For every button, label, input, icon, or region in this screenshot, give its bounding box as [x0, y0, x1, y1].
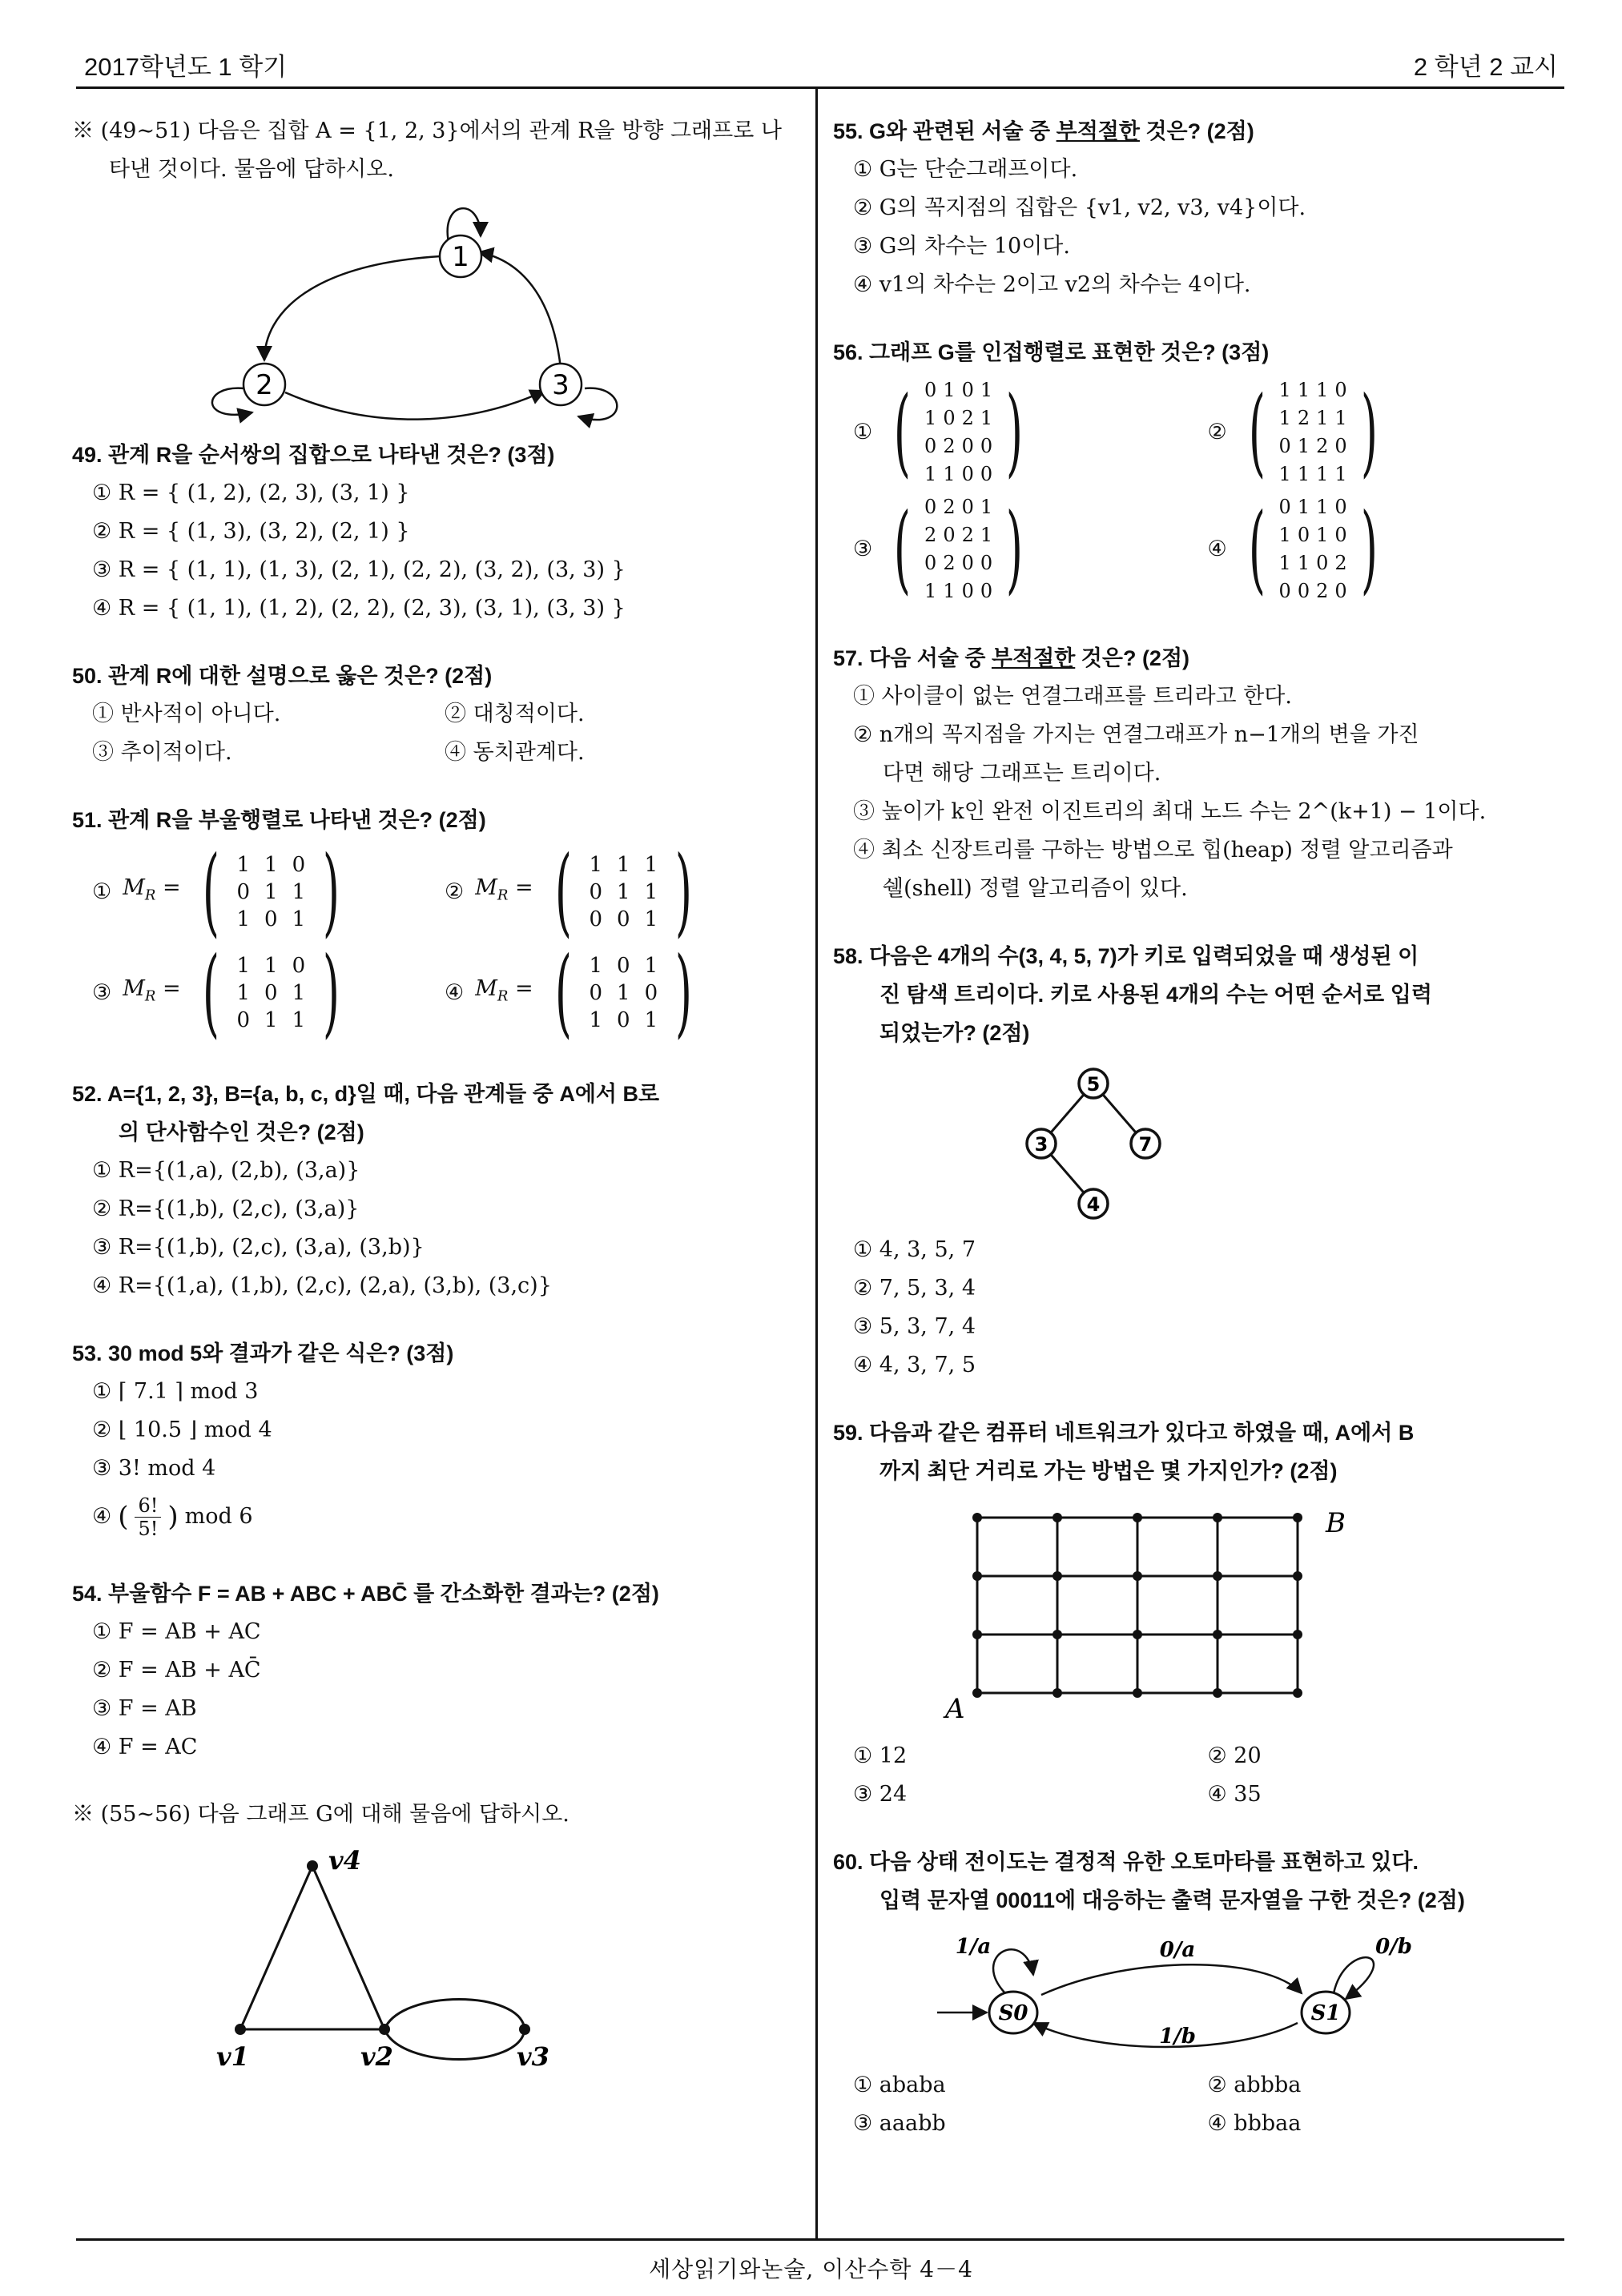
q57-option-3: ③ 높이가 k인 완전 이진트리의 최대 노드 수는 2^(k+1) − 1이다.	[853, 799, 1487, 824]
matrix-cell: 2	[1316, 580, 1329, 602]
column-divider	[815, 86, 818, 2238]
matrix-cell: 1	[980, 407, 993, 429]
q58-option-1: ① 4, 3, 5, 7	[853, 1237, 976, 1262]
matrix-cell: 0	[617, 954, 630, 978]
matrix-cell: 2	[943, 552, 956, 574]
q56-stem: 56. 그래프 G를 인접행렬로 표현한 것은? (3점)	[833, 340, 1270, 364]
grid-node	[1293, 1513, 1302, 1522]
matrix-cell: 0	[1334, 496, 1347, 518]
q57-stem-pre: 57. 다음 서술 중	[833, 646, 992, 670]
matrix-cell: 1	[980, 496, 993, 518]
bst-node-7: 7	[1138, 1133, 1153, 1156]
dfa-edge-s1-loop: 0/b	[1375, 1935, 1412, 1959]
relation-digraph	[72, 192, 797, 432]
q57-stem-post: 것은? (2점)	[1075, 646, 1190, 670]
q57-option-1: ① 사이클이 없는 연결그래프를 트리라고 한다.	[853, 684, 1292, 709]
q57-option-4: ④ 최소 신장트리를 구하는 방법으로 힙(heap) 정렬 알고리즘과	[853, 838, 1453, 863]
matrix-label: $M_R$ =	[475, 976, 533, 1005]
matrix-cell: 1	[1278, 463, 1291, 485]
matrix: ( 1 1 1 0 1 1 0 0 1 )	[554, 836, 693, 947]
matrix-label-letter: M	[475, 875, 497, 901]
matrix-cell: 1	[236, 907, 251, 931]
matrix-cell: 1	[236, 853, 251, 877]
q53-option-4-mark: ④	[92, 1504, 112, 1529]
digraph-node-3	[540, 364, 582, 405]
header-left: 2017학년도 1 학기	[84, 53, 288, 81]
matrix-cell: 0	[924, 435, 937, 457]
matrix-cell: 1	[1316, 407, 1329, 429]
node-3-label: 3	[552, 369, 570, 401]
grid-node	[1213, 1688, 1222, 1698]
q57-stem-emphasis: 부적절한	[991, 646, 1076, 670]
q52-option-2: ② R={(1,b), (2,c), (3,a)}	[92, 1196, 360, 1221]
grid-node	[1293, 1571, 1302, 1581]
grid-node	[1133, 1513, 1142, 1522]
matrix-cell: 1	[1297, 463, 1310, 485]
dfa-edge-s0-loop: 1/a	[955, 1935, 992, 1959]
q53-option-4-tail: mod 6	[184, 1504, 253, 1529]
matrix-cell: 1	[980, 379, 993, 401]
q52-option-4: ④ R={(1,a), (1,b), (2,c), (2,a), (3,b), (3,c)}	[92, 1273, 552, 1298]
node-v4-label: v4	[328, 1845, 361, 1876]
matrix-cell: 1	[264, 954, 278, 978]
digraph-node-1	[440, 235, 481, 277]
matrix-cell: 2	[924, 524, 937, 546]
matrix-cell: 0	[943, 524, 956, 546]
q52-option-3: ③ R={(1,b), (2,c), (3,a), (3,b)}	[92, 1235, 425, 1260]
node-2-label: 2	[256, 369, 273, 401]
matrix: ( 1 1 0 0 1 1 1 0 1 )	[202, 836, 340, 947]
matrix-cell: 1	[617, 853, 630, 877]
matrix-cell: 1	[1278, 524, 1291, 546]
grid-label-b: B	[1326, 1507, 1346, 1539]
q51-option-mark: ③	[92, 980, 112, 1005]
grid-node	[1293, 1688, 1302, 1698]
node-v3-label: v3	[517, 2041, 549, 2072]
matrix-cell: 1	[1316, 524, 1329, 546]
q51-option-3	[92, 937, 445, 1048]
q51-option-1	[92, 836, 445, 947]
q59-option-4: ④ 35	[1207, 1782, 1262, 1807]
dfa-edge-s0-s1: 0/a	[1159, 1938, 1196, 1962]
matrix-cell: 1	[589, 1008, 603, 1032]
matrix-cell: 1	[644, 853, 658, 877]
grid-label-a: A	[945, 1693, 965, 1725]
matrix-cell: 1	[1316, 379, 1329, 401]
q49-option-1: ① R = { (1, 2), (2, 3), (3, 1) }	[92, 481, 410, 505]
q60-stem: 60. 다음 상태 전이도는 결정적 유한 오토마타를 표현하고 있다.	[833, 1850, 1419, 1874]
matrix-label: $M_R$ =	[123, 875, 181, 904]
matrix-cell: 1	[1278, 552, 1291, 574]
matrix-cell: 0	[1316, 552, 1329, 574]
q56-option-mark: ②	[1207, 420, 1227, 444]
matrix-cell: 0	[980, 580, 993, 602]
q54-option-1: ① F = AB + AC	[92, 1619, 261, 1644]
matrix-cell: 1	[617, 880, 630, 904]
q50-options	[72, 695, 797, 772]
matrix-cell: 1	[644, 1008, 658, 1032]
matrix-cell: 0	[1334, 524, 1347, 546]
footer: 세상읽기와논술, 이산수학 4－4	[649, 2256, 973, 2282]
q51-matrix-row	[72, 937, 797, 1048]
matrix-cell: 0	[1334, 379, 1347, 401]
q56-option-3	[853, 493, 1208, 605]
matrix-cell: 1	[1334, 407, 1347, 429]
footer-rule	[76, 2238, 1564, 2241]
matrix: ( 0 2 0 1 2 0 2 1 0 2 0 0 1 1 0 0 )	[894, 493, 1024, 605]
network-grid-figure	[833, 1494, 1562, 1734]
q55-stem	[833, 112, 1562, 151]
q55-56-intro: ※ (55∼56) 다음 그래프 G에 대해 물음에 답하시오.	[72, 1802, 570, 1827]
node-v1-label: v1	[216, 2041, 249, 2072]
digraph-node-2	[244, 364, 285, 405]
grid-node	[1213, 1571, 1222, 1581]
matrix-cell: 1	[617, 981, 630, 1005]
grid-node	[972, 1630, 982, 1639]
matrix-cell: 0	[1297, 580, 1310, 602]
matrix-cell: 0	[644, 981, 658, 1005]
matrix-cell: 0	[617, 907, 630, 931]
q60-option-1: ① ababa	[853, 2073, 946, 2097]
matrix-label: $M_R$ =	[123, 976, 181, 1005]
matrix-cell: 1	[236, 981, 251, 1005]
q58-option-4: ④ 4, 3, 7, 5	[853, 1353, 976, 1377]
q50-option-3: ③ 추이적이다.	[92, 740, 232, 765]
matrix-cell: 0	[961, 463, 974, 485]
matrix-label-letter: M	[123, 976, 145, 1002]
q53-fraction-numerator: 6!	[135, 1494, 161, 1518]
matrix-cell: 1	[589, 954, 603, 978]
right-column	[833, 112, 1562, 2143]
matrix-cell: 0	[980, 463, 993, 485]
matrix-cell: 1	[1278, 407, 1291, 429]
matrix: ( 1 1 0 1 0 1 0 1 1 )	[202, 937, 340, 1048]
dfa-state-s0: S0	[998, 2001, 1028, 2025]
grid-node	[1133, 1571, 1142, 1581]
q52-option-1: ① R={(1,a), (2,b), (3,a)}	[92, 1158, 360, 1183]
matrix-cell: 0	[264, 981, 278, 1005]
matrix-cell: 0	[1278, 435, 1291, 457]
bst-node-4: 4	[1086, 1193, 1101, 1216]
q58-stem-cont-1: 진 탐색 트리이다. 키로 사용된 4개의 수는 어떤 순서로 입력	[879, 983, 1432, 1007]
matrix-cell: 0	[292, 954, 306, 978]
q54-option-4: ④ F = AC	[92, 1735, 198, 1759]
matrix-cell: 0	[961, 496, 974, 518]
grid-node	[1293, 1630, 1302, 1639]
q59-stem-cont: 까지 최단 거리로 가는 방법은 몇 가지인가? (2점)	[879, 1459, 1338, 1483]
matrix-cell: 1	[264, 880, 278, 904]
matrix-label-subscript: R	[144, 887, 156, 904]
matrix-cell: 1	[924, 580, 937, 602]
q56-option-2	[1208, 376, 1563, 489]
q55-option-3: ③ G의 차수는 10이다.	[853, 234, 1070, 259]
q53-option-1: ① ⌈ 7.1 ⌉ mod 3	[92, 1379, 259, 1404]
q51-matrix-options	[72, 836, 797, 1048]
matrix-cell: 2	[961, 524, 974, 546]
grid-node	[1133, 1630, 1142, 1639]
grid-node	[1052, 1688, 1062, 1698]
q57-option-2-cont: 다면 해당 그래프는 트리이다.	[883, 761, 1161, 786]
q51-stem: 51. 관계 R을 부울행렬로 나타낸 것은? (2점)	[72, 808, 486, 832]
matrix-cell: 0	[924, 552, 937, 574]
matrix-cell: 0	[1278, 496, 1291, 518]
matrix-cell: 1	[292, 1008, 306, 1032]
grid-node	[972, 1688, 982, 1698]
q53-fraction-denominator: 5!	[138, 1517, 159, 1540]
bst-node-5: 5	[1086, 1073, 1101, 1096]
q60-option-3: ③ aaabb	[853, 2111, 946, 2136]
q55-stem-pre: 55. G와 관련된 서술 중	[833, 119, 1057, 143]
matrix-cell: 2	[943, 496, 956, 518]
q60-stem-cont: 입력 문자열 00011에 대응하는 출력 문자열을 구한 것은? (2점)	[879, 1888, 1465, 1912]
q49-option-4: ④ R = { (1, 1), (1, 2), (2, 2), (2, 3), (3, 1), (3, 3) }	[92, 596, 626, 621]
q56-option-mark: ①	[853, 420, 873, 444]
q58-option-2: ② 7, 5, 3, 4	[853, 1276, 976, 1301]
matrix-cell: 0	[292, 853, 306, 877]
q50-stem: 50. 관계 R에 대한 설명으로 옳은 것은? (2점)	[72, 664, 493, 688]
q56-matrix-row	[833, 493, 1562, 605]
q57-option-2: ② n개의 꼭지점을 가지는 연결그래프가 n−1개의 변을 가진	[853, 722, 1419, 747]
matrix-cell: 1	[292, 907, 306, 931]
grid-node	[1052, 1630, 1062, 1639]
matrix-cell: 1	[292, 981, 306, 1005]
matrix-cell: 2	[943, 435, 956, 457]
q54-option-3: ③ F = AB	[92, 1696, 197, 1721]
q49-stem: 49. 관계 R을 순서쌍의 집합으로 나타낸 것은? (3점)	[72, 443, 555, 467]
q59-option-1: ① 12	[853, 1743, 908, 1768]
q53-option-2: ② ⌊ 10.5 ⌋ mod 4	[92, 1417, 272, 1442]
matrix-cell: 0	[264, 907, 278, 931]
grid-node	[1052, 1513, 1062, 1522]
q54-option-2: ② F = AB + AC̄	[92, 1658, 261, 1683]
grid-node	[972, 1513, 982, 1522]
grid-node	[972, 1571, 982, 1581]
matrix-cell: 2	[1316, 435, 1329, 457]
bst-figure	[833, 1056, 1562, 1228]
q57-stem	[833, 639, 1562, 678]
q55-option-1: ① G는 단순그래프이다.	[853, 157, 1078, 182]
matrix-cell: 0	[236, 880, 251, 904]
matrix-cell: 0	[1297, 524, 1310, 546]
q51-option-mark: ②	[445, 879, 465, 904]
matrix-label-subscript: R	[497, 987, 509, 1005]
matrix-cell: 1	[236, 954, 251, 978]
matrix-cell: 1	[1316, 496, 1329, 518]
q58-stem: 58. 다음은 4개의 수(3, 4, 5, 7)가 키로 입력되었을 때 생성된 이	[833, 944, 1419, 968]
q59-option-2: ② 20	[1207, 1743, 1262, 1768]
matrix: ( 0 1 0 1 1 0 2 1 0 2 0 0 1 1 0 0 )	[894, 376, 1024, 488]
grid-node	[1133, 1688, 1142, 1698]
q49-51-intro: ※ (49∼51) 다음은 집합 A = {1, 2, 3}에서의 관계 R을 방향 그래프로 나타낸 것이다. 물음에 답하시오.	[72, 119, 782, 182]
dfa-edge-s1-s0: 1/b	[1159, 2025, 1196, 2049]
matrix-cell: 1	[644, 954, 658, 978]
q51-option-mark: ④	[445, 980, 465, 1005]
q50-option-2: ② 대칭적이다.	[445, 702, 585, 726]
q51-option-4	[445, 937, 797, 1048]
matrix-cell: 1	[924, 463, 937, 485]
matrix: ( 0 1 1 0 1 0 1 0 1 1 0 2 0 0 2 0 )	[1248, 493, 1378, 605]
header-rule	[76, 86, 1564, 89]
matrix: ( 1 0 1 0 1 0 1 0 1 )	[554, 937, 693, 1048]
matrix-cell: 1	[924, 407, 937, 429]
matrix-cell: 2	[1297, 407, 1310, 429]
matrix-cell: 2	[1334, 552, 1347, 574]
node-v2-label: v2	[360, 2041, 393, 2072]
matrix-cell: 1	[644, 907, 658, 931]
matrix-cell: 0	[236, 1008, 251, 1032]
matrix-cell: 0	[924, 496, 937, 518]
q54-stem: 54. 부울함수 F = AB + ABC + ABC̄ 를 간소화한 결과는? (2점)	[72, 1582, 659, 1606]
q50-option-1: ① 반사적이 아니다.	[92, 702, 281, 726]
q53-option-4: ④ ( $\frac{6!}{5!}$ ) mod 6	[92, 1494, 253, 1540]
q58-option-3: ③ 5, 3, 7, 4	[853, 1314, 976, 1339]
q55-stem-emphasis: 부적절한	[1056, 119, 1140, 143]
left-column	[72, 112, 797, 2081]
matrix-cell: 0	[961, 379, 974, 401]
q59-stem: 59. 다음과 같은 컴퓨터 네트워크가 있다고 하였을 때, A에서 B	[833, 1421, 1415, 1445]
q56-option-1	[853, 376, 1208, 489]
matrix-cell: 0	[1334, 435, 1347, 457]
matrix-label-subscript: R	[497, 887, 509, 904]
q56-option-mark: ③	[853, 537, 873, 561]
matrix-cell: 0	[617, 1008, 630, 1032]
matrix-cell: 0	[980, 552, 993, 574]
matrix-label-letter: M	[475, 976, 497, 1002]
matrix-cell: 1	[589, 853, 603, 877]
matrix-cell: 1	[292, 880, 306, 904]
q53-option-3: ③ 3! mod 4	[92, 1456, 216, 1481]
q51-option-mark: ①	[92, 879, 112, 904]
q49-option-2: ② R = { (1, 3), (3, 2), (2, 1) }	[92, 519, 410, 544]
matrix-cell: 0	[1278, 580, 1291, 602]
q60-options	[833, 2066, 1562, 2143]
matrix-cell: 0	[589, 981, 603, 1005]
q59-option-3: ③ 24	[853, 1782, 908, 1807]
matrix-cell: 1	[264, 853, 278, 877]
q55-option-2: ② G의 꼭지점의 집합은 {v1, v2, v3, v4}이다.	[853, 195, 1306, 220]
q52-stem: 52. A={1, 2, 3}, B={a, b, c, d}일 때, 다음 관계들 중 A에서 B로	[72, 1082, 660, 1106]
q52-stem-cont: 의 단사함수인 것은? (2점)	[119, 1120, 364, 1144]
q49-option-3: ③ R = { (1, 1), (1, 3), (2, 1), (2, 2), (3, 2), (3, 3) }	[92, 557, 626, 582]
matrix-cell: 0	[961, 552, 974, 574]
matrix-label: $M_R$ =	[475, 875, 533, 904]
matrix-cell: 1	[1297, 379, 1310, 401]
q57-option-4-cont: 쉘(shell) 정렬 알고리즘이 있다.	[883, 876, 1188, 901]
q51-matrix-row	[72, 836, 797, 947]
grid-node	[1213, 1630, 1222, 1639]
q60-option-2: ② abbba	[1207, 2073, 1302, 2097]
q56-option-4	[1208, 493, 1563, 605]
graph-g-figure	[72, 1837, 797, 2077]
matrix: ( 1 1 1 0 1 2 1 1 0 1 2 0 1 1 1 1 )	[1248, 376, 1378, 488]
dfa-figure	[833, 1923, 1562, 2063]
q53-stem: 53. 30 mod 5와 결과가 같은 식은? (3점)	[72, 1341, 454, 1365]
bst-node-3: 3	[1034, 1133, 1048, 1156]
grid-node	[1213, 1513, 1222, 1522]
matrix-cell: 0	[961, 580, 974, 602]
matrix-cell: 0	[1334, 580, 1347, 602]
q55-stem-post: 것은? (2점)	[1139, 119, 1254, 143]
q55-option-4: ④ v1의 차수는 2이고 v2의 차수는 4이다.	[853, 272, 1251, 297]
matrix-cell: 1	[644, 880, 658, 904]
matrix-cell: 1	[1297, 435, 1310, 457]
grid-node	[1052, 1571, 1062, 1581]
matrix-cell: 1	[980, 524, 993, 546]
matrix-cell: 0	[589, 907, 603, 931]
matrix-cell: 1	[943, 463, 956, 485]
q50-option-4: ④ 동치관계다.	[445, 740, 585, 765]
matrix-cell: 1	[1278, 379, 1291, 401]
q60-option-4: ④ bbbaa	[1207, 2111, 1302, 2136]
matrix-cell: 0	[589, 880, 603, 904]
matrix-cell: 1	[943, 580, 956, 602]
matrix-cell: 1	[1334, 463, 1347, 485]
matrix-cell: 1	[264, 1008, 278, 1032]
q56-option-mark: ④	[1207, 537, 1227, 561]
matrix-cell: 0	[943, 407, 956, 429]
node-1-label: 1	[452, 241, 469, 273]
matrix-cell: 1	[1316, 463, 1329, 485]
matrix-cell: 0	[924, 379, 937, 401]
matrix-cell: 1	[1297, 552, 1310, 574]
matrix-cell: 2	[961, 407, 974, 429]
header-right: 2 학년 2 교시	[1413, 53, 1558, 81]
matrix-cell: 1	[1297, 496, 1310, 518]
q51-option-2	[445, 836, 797, 947]
matrix-cell: 1	[943, 379, 956, 401]
matrix-label-letter: M	[123, 875, 145, 901]
dfa-state-s1: S1	[1310, 2001, 1341, 2025]
matrix-cell: 0	[961, 435, 974, 457]
q56-matrix-row	[833, 376, 1562, 489]
q59-options	[833, 1737, 1562, 1814]
matrix-cell: 0	[980, 435, 993, 457]
matrix-label-subscript: R	[144, 987, 156, 1005]
q56-matrix-options	[833, 376, 1562, 605]
q58-stem-cont-2: 되었는가? (2점)	[879, 1021, 1030, 1045]
